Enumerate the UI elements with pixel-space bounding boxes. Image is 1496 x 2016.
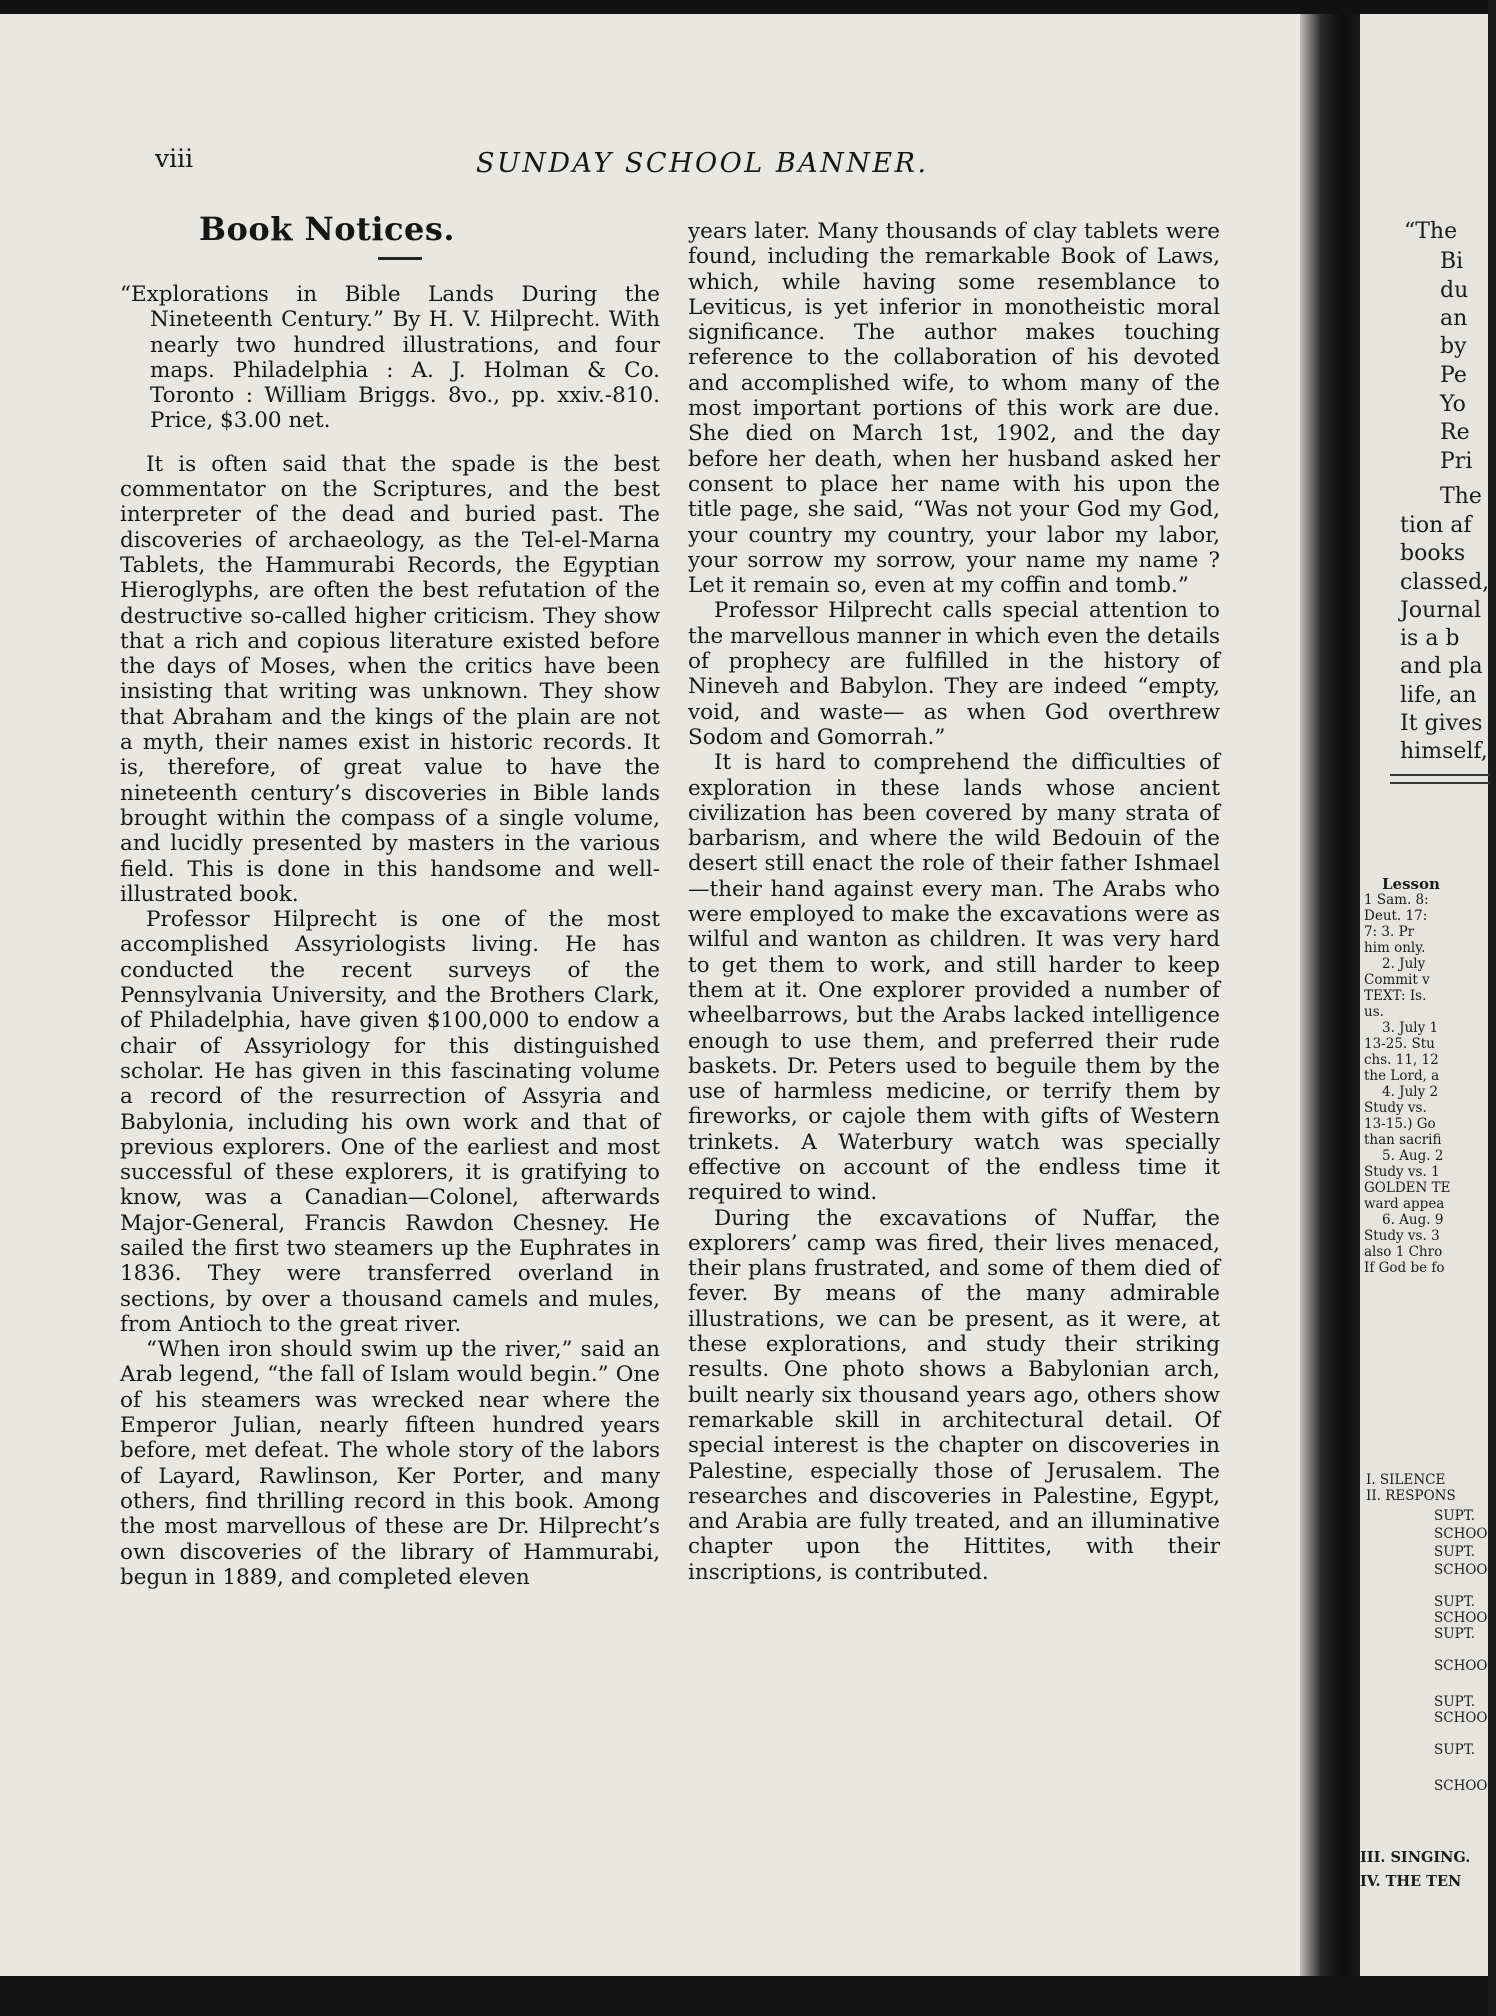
right-page-line: Journal — [1400, 598, 1482, 623]
lesson-line: TEXT: Is. — [1364, 988, 1427, 1004]
lesson-line: ward appea — [1364, 1196, 1445, 1212]
lesson-line: 2. July — [1382, 956, 1426, 972]
section-title: Book Notices. — [198, 210, 456, 248]
order-line: SUPT. — [1434, 1544, 1476, 1560]
lesson-line: 7: 3. Pr — [1364, 924, 1415, 940]
page-number: viii — [155, 144, 194, 173]
right-page-line: “The — [1404, 219, 1458, 244]
lesson-line: 4. July 2 — [1382, 1084, 1439, 1100]
lesson-line: chs. 11, 12 — [1364, 1052, 1439, 1068]
order-line: SUPT. — [1434, 1742, 1476, 1758]
order-line: SCHOO — [1434, 1562, 1488, 1578]
right-page-line: an — [1440, 306, 1468, 331]
right-page-line: Pri — [1440, 449, 1473, 474]
right-page-line: Bi — [1440, 249, 1464, 274]
right-page-line: du — [1440, 278, 1469, 303]
right-page-line: tion af — [1400, 513, 1472, 538]
lesson-line: If God be fo — [1364, 1260, 1445, 1276]
order-line: SCHOOL — [1434, 1710, 1496, 1726]
lesson-line: also 1 Chro — [1364, 1244, 1443, 1260]
lesson-line: GOLDEN TE — [1364, 1180, 1451, 1196]
lesson-line: 3. July 1 — [1382, 1020, 1439, 1036]
lesson-line: Study vs. 3 — [1364, 1228, 1440, 1244]
lesson-line: Lesson — [1382, 875, 1440, 893]
lesson-line: the Lord, a — [1364, 1068, 1440, 1084]
order-line: SUPT. — [1434, 1508, 1476, 1524]
left-column — [120, 282, 660, 1590]
lesson-line: 5. Aug. 2 — [1382, 1148, 1444, 1164]
right-page-fragment — [1360, 14, 1496, 1976]
lesson-line: Study vs. — [1364, 1100, 1427, 1116]
right-page-line: himself, — [1400, 739, 1488, 764]
right-page-line: The — [1440, 484, 1482, 509]
right-page-line: classed, — [1400, 570, 1490, 595]
lesson-line: Commit v — [1364, 972, 1430, 988]
paragraph: During the excavations of Nuffar, the explorers’ camp was fired, their lives menaced, their plans frustrated, and some of them died of fever. By means of the many admirable illustrations, we can be present, as it were, at these explorations, and study their striking results. One photo shows a Babylonian arch, built nearly six thousand years ago, others show remarkable skill in architectural detail. Of special interest is the chapter on discoveries in Palestine, especially those of Jerusalem. The researches and discoveries in Palestine, Egypt, and Arabia are fully treated, and an illuminative chapter upon the Hittites, with their inscriptions, is contributed. — [688, 1205, 1220, 1585]
paragraph: Professor Hilprecht calls special attention to the marvellous manner in which even the details of prophecy are fulfilled in the history of Nineveh and Babylon. They are indeed “empty, void, and waste— as when God overthrew Sodom and Gomorrah.” — [688, 598, 1220, 750]
lesson-line: 6. Aug. 9 — [1382, 1212, 1444, 1228]
right-page-line: by — [1440, 334, 1467, 359]
right-page-line: It gives — [1400, 711, 1483, 736]
order-line: SUPT. — [1434, 1594, 1476, 1610]
order-line: SUPT. — [1434, 1694, 1476, 1710]
right-page-line: life, an — [1400, 683, 1477, 708]
right-page-line: books — [1400, 541, 1466, 566]
right-page-line: Re — [1440, 420, 1470, 445]
paragraph: “When iron should swim up the river,” said an Arab legend, “the fall of Islam would begin.” One of his steamers was wrecked near where the Emperor Julian, nearly fifteen hundred years before, met defeat. The whole story of the labors of Layard, Rawlinson, Ker Porter, and many others, find thrilling record in this book. Among the most marvellous of these are Dr. Hilprecht’s own discoveries of the library of Hammurabi, begun in 1889, and completed eleven — [120, 1337, 660, 1590]
lesson-line: Deut. 17: — [1364, 908, 1428, 924]
running-title: SUNDAY SCHOOL BANNER. — [476, 148, 929, 179]
order-line: I. SILENCE — [1366, 1472, 1446, 1488]
paragraph: It is hard to comprehend the difficulties of exploration in these lands whose ancient civilization has been covered by many strata of barbarism, and where the wild Bedouin of the desert still enact the role of their father Ishmael—their hand against every man. The Arabs who were employed to make the excavations were as wilful and wanton as children. It was very hard to get them to work, and still harder to keep them at it. One explorer provided a number of wheelbarrows, but the Arabs lacked intelligence enough to use them, and preferred their rude baskets. Dr. Peters used to beguile them by the use of harmless medicine, or terrify them by fireworks, or cajole them with gifts of Western trinkets. A Waterbury watch was specially effective on account of the endless time it required to wind. — [688, 750, 1220, 1206]
lesson-line: than sacrifi — [1364, 1132, 1442, 1148]
right-page-line: Pe — [1440, 363, 1467, 388]
middle-column — [688, 219, 1220, 1585]
left-page — [0, 14, 1308, 1976]
title-rule — [378, 257, 422, 260]
right-page-line: is a b — [1400, 626, 1460, 651]
paragraph: Professor Hilprecht is one of the most accomplished Assyriologists living. He has conducted the recent surveys of the Pennsylvania University, and the Brothers Clark, of Philadelphia, have given $100,000 to endow a chair of Assyriology for this distinguished scholar. He has given in this fascinating volume a record of the resurrection of Assyria and Babylonia, including his own work and that of previous explorers. One of the earliest and most successful of these explorers, it is gratifying to know, was a Canadian—Colonel, afterwards Major-General, Francis Rawdon Chesney. He sailed the first two steamers up the Euphrates in 1836. They were transferred overland in sections, by over a thousand camels and mules, from Antioch to the great river. — [120, 907, 660, 1337]
order-line: III. SINGING. — [1360, 1849, 1471, 1866]
lesson-line: him only. — [1364, 940, 1426, 956]
order-line: SCHOO — [1434, 1658, 1488, 1674]
paragraph: years later. Many thousands of clay tablets were found, including the remarkable Book of Laws, which, while having some resemblance to Leviticus, is yet inferior in monotheistic moral significance. The author makes touching reference to the collaboration of his devoted and accomplished wife, to whom many of the most important portions of this work are due. She died on March 1st, 1902, and the day before her death, when her husband asked her consent to place her name with his upon the title page, she said, “Was not your God my God, your country my country, your labor my labor, your sorrow my sorrow, your name my name ? Let it remain so, even at my coffin and tomb.” — [688, 219, 1220, 599]
order-line: SCHOO — [1434, 1526, 1488, 1542]
order-line: SUPT. — [1434, 1626, 1476, 1642]
paragraph: It is often said that the spade is the best commentator on the Scriptures, and the best interpreter of the dead and buried past. The discoveries of archaeology, as the Tel-el-Marna Tablets, the Hammurabi Records, the Egyptian Hieroglyphs, are often the best refutation of the destructive so-called higher criticism. They show that a rich and copious literature existed before the days of Moses, when the critics have been insisting that writing was unknown. They show that Abraham and the kings of the plain are not a myth, their names exist in historic records. It is, therefore, of great value to have the nineteenth century’s discoveries in Bible lands brought within the compass of a single volume, and lucidly presented by masters in the various field. This is done in this handsome and well-illustrated book. — [120, 451, 660, 907]
lesson-line: 13-15.) Go — [1364, 1116, 1436, 1132]
lesson-line: 1 Sam. 8: — [1364, 892, 1429, 908]
order-line: SCHOO — [1434, 1610, 1488, 1626]
scan-border-bottom — [0, 1976, 1488, 2016]
right-page-line: and pla — [1400, 654, 1483, 679]
book-gutter — [1300, 14, 1360, 1976]
lesson-line: 13-25. Stu — [1364, 1036, 1435, 1052]
order-line: II. RESPONS — [1366, 1488, 1456, 1504]
double-rule — [1390, 774, 1490, 784]
order-line: SCHOOL — [1434, 1778, 1496, 1794]
book-citation: “Explorations in Bible Lands During the Nineteenth Century.” By H. V. Hilprecht. With nearly two hundred illustrations, and four maps. Philadelphia : A. J. Holman & Co. Toronto : William Briggs. 8vo., pp. xxiv.-810. Price, $3.00 net. — [120, 282, 660, 434]
right-page-line: Yo — [1440, 392, 1466, 417]
lesson-line: us. — [1364, 1004, 1384, 1020]
lesson-line: Study vs. 1 — [1364, 1164, 1440, 1180]
order-line: IV. THE TEN — [1360, 1873, 1462, 1890]
